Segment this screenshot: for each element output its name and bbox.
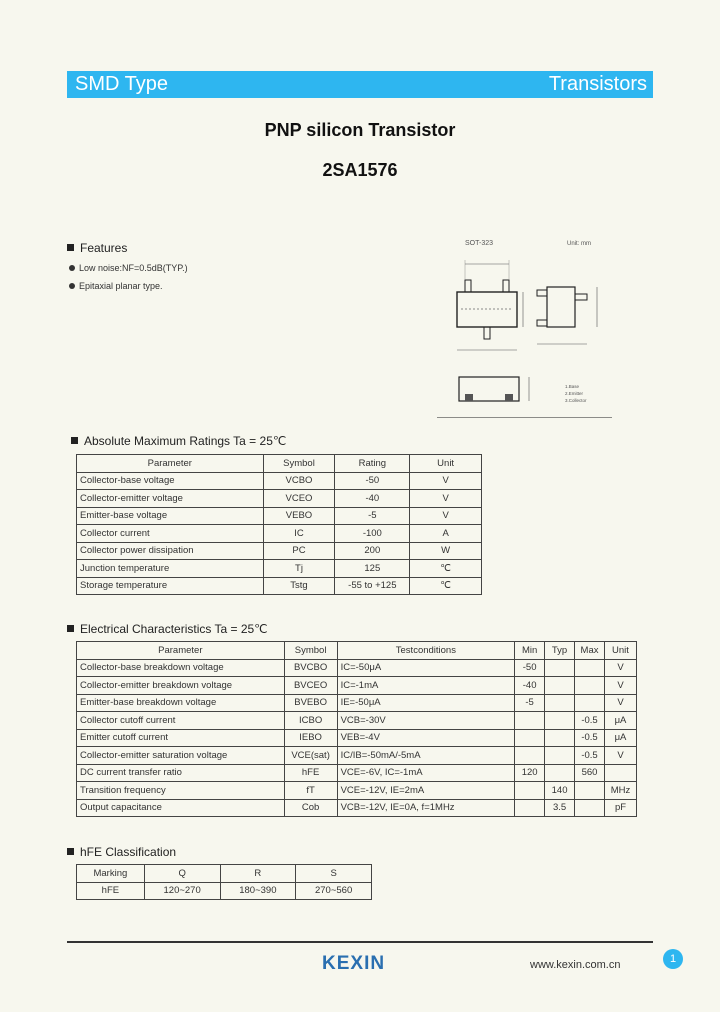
table-header-row [77, 455, 482, 473]
cell [575, 694, 605, 712]
cell: 180~390 [220, 882, 296, 900]
table-row [77, 729, 637, 747]
table-row [77, 490, 482, 508]
website-url[interactable]: www.kexin.com.cn [530, 959, 621, 971]
table-row [77, 472, 482, 490]
cell: Collector current [77, 525, 264, 543]
cell: IC=-1mA [337, 677, 515, 695]
abs-max-heading: Absolute Maximum Ratings Ta = 25℃ [71, 434, 286, 448]
cell [515, 729, 545, 747]
cell [515, 782, 545, 800]
table-row [77, 677, 637, 695]
cell: VCE(sat) [284, 747, 337, 765]
cell: Collector cutoff current [77, 712, 285, 730]
cell: DC current transfer ratio [77, 764, 285, 782]
cell [515, 747, 545, 765]
package-outline-drawing [437, 232, 612, 418]
cell [604, 764, 636, 782]
cell: IC=-50μA [337, 659, 515, 677]
cell [575, 677, 605, 695]
cell: -55 to +125 [335, 577, 410, 595]
doc-title: PNP silicon Transistor [264, 120, 456, 140]
table-row [77, 747, 637, 765]
cell: -40 [335, 490, 410, 508]
cell: V [604, 694, 636, 712]
bullet-icon [69, 265, 75, 271]
table-row [77, 542, 482, 560]
cell: Collector-emitter saturation voltage [77, 747, 285, 765]
feature-item: Epitaxial planar type. [69, 281, 163, 291]
package-unit: Unit: mm [567, 241, 591, 247]
cell: Cob [284, 799, 337, 817]
column-header: Marking [77, 865, 145, 883]
cell [545, 712, 575, 730]
cell: pF [604, 799, 636, 817]
cell [545, 764, 575, 782]
cell: VEB=-4V [337, 729, 515, 747]
column-header: Testconditions [337, 642, 515, 660]
cell: V [410, 507, 482, 525]
bullet-icon [69, 283, 75, 289]
cell: VCB=-12V, IE=0A, f=1MHz [337, 799, 515, 817]
cell: -40 [515, 677, 545, 695]
cell: -5 [335, 507, 410, 525]
cell: 140 [545, 782, 575, 800]
hfe-heading: hFE Classification [67, 845, 176, 859]
cell: BVEBO [284, 694, 337, 712]
cell: VCBO [263, 472, 335, 490]
cell [575, 659, 605, 677]
cell: Emitter-base breakdown voltage [77, 694, 285, 712]
table-row [77, 782, 637, 800]
cell: VCE=-12V, IE=2mA [337, 782, 515, 800]
table-row [77, 560, 482, 578]
column-header: Unit [604, 642, 636, 660]
cell: IEBO [284, 729, 337, 747]
cell: MHz [604, 782, 636, 800]
column-header: Max [575, 642, 605, 660]
cell: V [604, 747, 636, 765]
cell: hFE [284, 764, 337, 782]
cell [545, 747, 575, 765]
cell: 3.5 [545, 799, 575, 817]
table-header-row [77, 642, 637, 660]
table-row [77, 694, 637, 712]
cell: ℃ [410, 577, 482, 595]
cell: Collector-emitter voltage [77, 490, 264, 508]
cell: VCEO [263, 490, 335, 508]
cell: Storage temperature [77, 577, 264, 595]
square-bullet-icon [67, 625, 74, 632]
column-header: Min [515, 642, 545, 660]
abs-max-table [76, 454, 482, 595]
cell [575, 799, 605, 817]
cell: Collector power dissipation [77, 542, 264, 560]
table-row [77, 525, 482, 543]
hfe-classification-table [76, 864, 372, 900]
cell: 120 [515, 764, 545, 782]
cell: 200 [335, 542, 410, 560]
column-header: Symbol [263, 455, 335, 473]
cell: 120~270 [144, 882, 220, 900]
square-bullet-icon [71, 437, 78, 444]
table-row [77, 799, 637, 817]
column-header: R [220, 865, 296, 883]
cell: W [410, 542, 482, 560]
column-header: Parameter [77, 455, 264, 473]
cell: VCB=-30V [337, 712, 515, 730]
cell: IC/IB=-50mA/-5mA [337, 747, 515, 765]
cell: -50 [515, 659, 545, 677]
kexin-logo: KEXIN [322, 953, 386, 974]
cell: -5 [515, 694, 545, 712]
cell: ICBO [284, 712, 337, 730]
cell: IE=-50μA [337, 694, 515, 712]
electrical-characteristics-table [76, 641, 637, 817]
column-header: Typ [545, 642, 575, 660]
pin-label: 3.Collector [565, 398, 587, 403]
cell: Tj [263, 560, 335, 578]
table-row [77, 882, 372, 900]
cell: VCE=-6V, IC=-1mA [337, 764, 515, 782]
column-header: Parameter [77, 642, 285, 660]
cell: -0.5 [575, 712, 605, 730]
table-header-row [77, 865, 372, 883]
cell: Collector-emitter breakdown voltage [77, 677, 285, 695]
cell: -0.5 [575, 747, 605, 765]
package-name: SOT-323 [465, 240, 494, 247]
cell: Junction temperature [77, 560, 264, 578]
square-bullet-icon [67, 848, 74, 855]
cell: μA [604, 729, 636, 747]
table-row [77, 577, 482, 595]
column-header: Unit [410, 455, 482, 473]
cell: BVCEO [284, 677, 337, 695]
cell: -100 [335, 525, 410, 543]
cell: Tstg [263, 577, 335, 595]
cell: Emitter cutoff current [77, 729, 285, 747]
cell: Emitter-base voltage [77, 507, 264, 525]
cell [545, 694, 575, 712]
footer-divider [67, 941, 653, 943]
pin-label: 2.Emitter [565, 391, 584, 396]
column-header: S [296, 865, 372, 883]
cell: Collector-base breakdown voltage [77, 659, 285, 677]
cell [515, 712, 545, 730]
table-row [77, 659, 637, 677]
cell: V [604, 659, 636, 677]
cell: ℃ [410, 560, 482, 578]
cell: V [410, 472, 482, 490]
cell [575, 782, 605, 800]
column-header: Q [144, 865, 220, 883]
cell [545, 729, 575, 747]
cell: V [410, 490, 482, 508]
cell: A [410, 525, 482, 543]
cell: PC [263, 542, 335, 560]
feature-item: Low noise:NF=0.5dB(TYP.) [69, 263, 188, 273]
cell [515, 799, 545, 817]
header-category: SMD Type [75, 73, 168, 95]
page-number: 1 [663, 949, 683, 969]
pin-label: 1.Base [565, 384, 580, 389]
cell: BVCBO [284, 659, 337, 677]
features-heading: Features [67, 241, 127, 255]
cell: hFE [77, 882, 145, 900]
cell: V [604, 677, 636, 695]
table-row [77, 712, 637, 730]
cell: 560 [575, 764, 605, 782]
column-header: Rating [335, 455, 410, 473]
cell: 270~560 [296, 882, 372, 900]
cell: VEBO [263, 507, 335, 525]
cell: μA [604, 712, 636, 730]
square-bullet-icon [67, 244, 74, 251]
cell [545, 677, 575, 695]
cell: 125 [335, 560, 410, 578]
table-row [77, 764, 637, 782]
cell: -0.5 [575, 729, 605, 747]
cell: Collector-base voltage [77, 472, 264, 490]
cell: -50 [335, 472, 410, 490]
cell: Transition frequency [77, 782, 285, 800]
header-bar [67, 71, 653, 98]
part-number: 2SA1576 [322, 160, 398, 180]
cell: Output capacitance [77, 799, 285, 817]
cell: IC [263, 525, 335, 543]
elec-heading: Electrical Characteristics Ta = 25℃ [67, 622, 268, 636]
cell [545, 659, 575, 677]
column-header: Symbol [284, 642, 337, 660]
table-row [77, 507, 482, 525]
header-product-type: Transistors [548, 73, 647, 95]
cell: fT [284, 782, 337, 800]
